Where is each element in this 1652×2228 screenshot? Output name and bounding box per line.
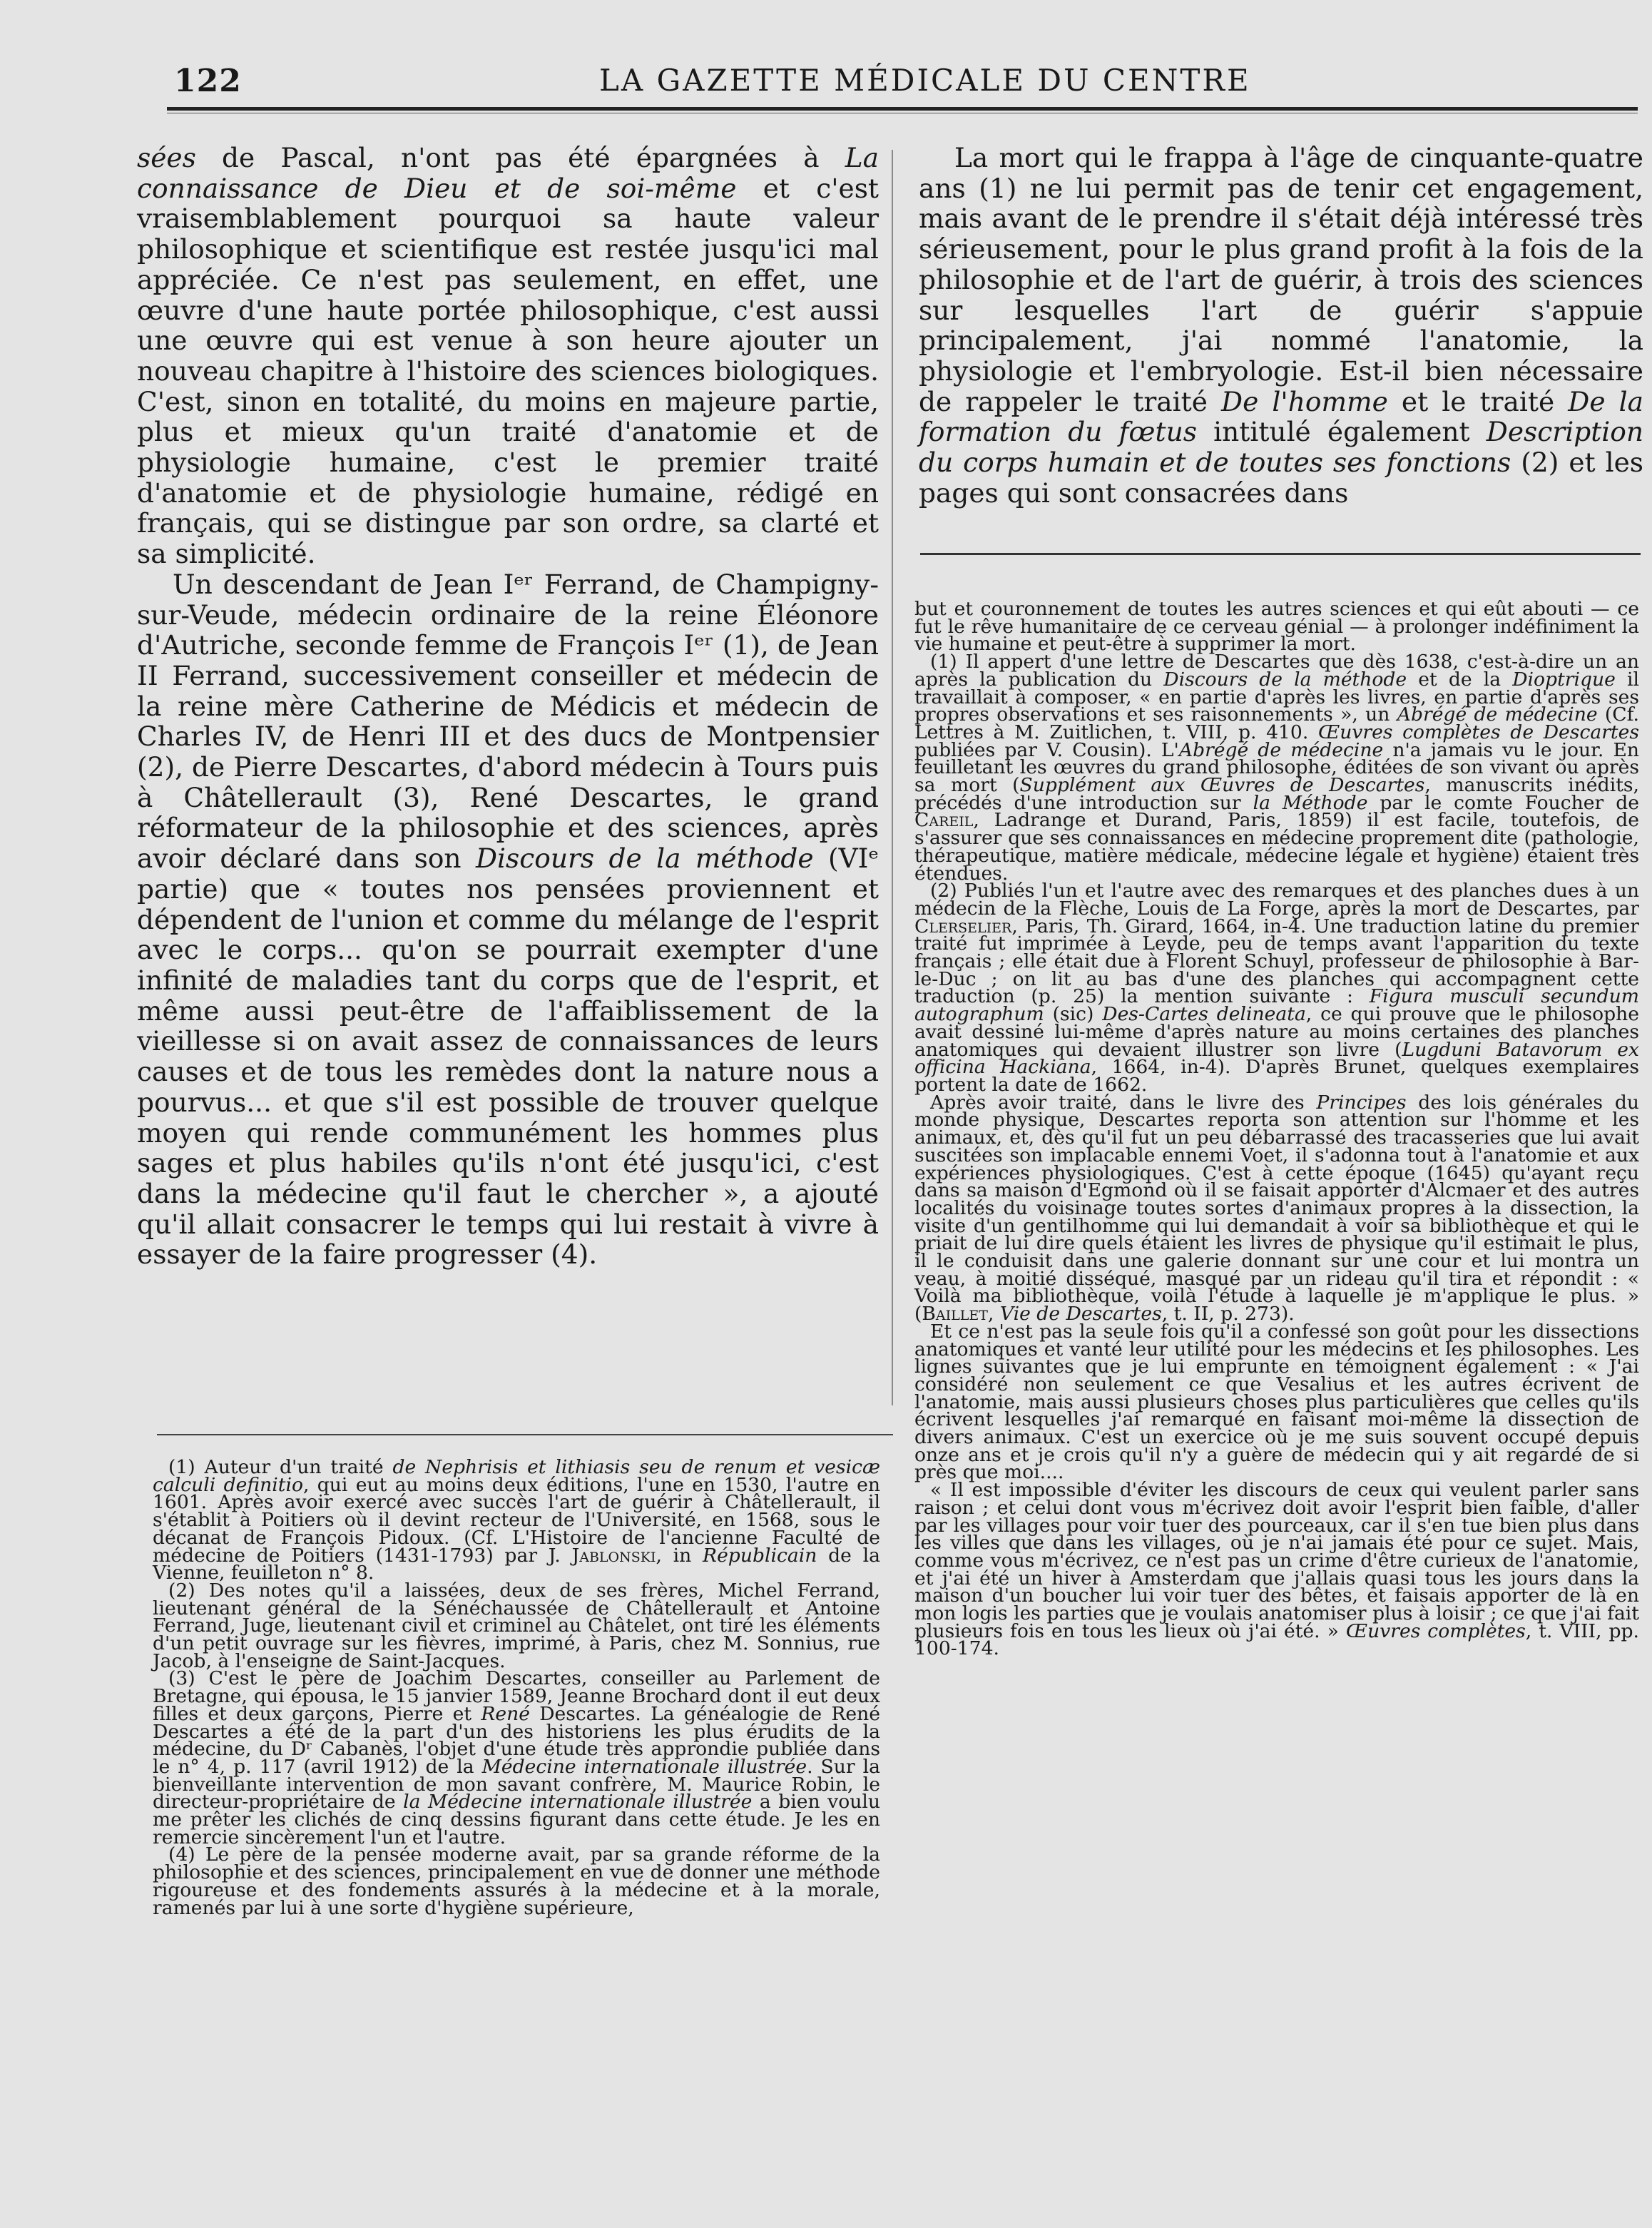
text-run: , — [987, 1303, 1000, 1326]
footnote-2 — [153, 1579, 880, 1672]
footnote-separator-right — [920, 553, 1641, 555]
header-rule — [167, 107, 1638, 111]
italic-text: Figura musculi secundum autographum — [914, 985, 1639, 1026]
text-run: et c'est vraisemblablement pourquoi sa haute valeur philosophique et scientifique est restée jusqu'ici mal appréciée. Ce n'est pas seulement, en effet, une œuvre d'une haute portée philosophique, c'est aussi une œuvre qui est venue à son heure ajouter un nouveau chapitre à l'histoire des sciences biologiques. C'est, sinon en totalité, du moins en majeure partie, plus et mieux qu'un traité d'anatomie et de physiologie humaine, c'est le premier traité d'anatomie et de physiologie humaine, rédigé en français, qui se distingue par son ordre, sa clarté et sa simplicité. — [137, 172, 879, 570]
italic-text: Supplément aux Œuvres de Descartes — [1019, 774, 1425, 797]
author-name: Careil — [914, 809, 974, 832]
paragraph — [137, 143, 879, 569]
footnotes-right-column — [914, 598, 1640, 1660]
footnote-2-right — [914, 882, 1639, 1094]
text-run: , t. II, p. 273). — [1161, 1303, 1295, 1326]
author-name: J. Jablonski — [548, 1544, 656, 1567]
italic-text: la Médecine internationale illustrée — [403, 1791, 753, 1814]
text-run: (Cf. Lettres à M. Zuitlichen, t. VIII, p. 410. — [914, 703, 1639, 743]
footnote-4 — [153, 1843, 880, 1919]
text-run: et de la — [1407, 668, 1513, 691]
italic-text: Lugduni Batavorum ex officina Hackiana — [914, 1038, 1639, 1079]
italic-text: Discours de la méthode — [475, 843, 814, 875]
italic-text: Médecine internationale illustrée — [481, 1755, 807, 1778]
text-run: par le comte Foucher de — [1367, 791, 1639, 814]
text-run: (3) C'est le père de Joachim Descartes, conseiller au Parlement de Bretagne, qui épousa, le 15 janvier 1589, Jeanne Brochard dont il eut deux filles et deux garçons, Pierre et — [153, 1667, 880, 1725]
text-run: (VIᵉ partie) que « toutes nos pensées proviennent et dépendent de l'union et comme du mélange de l'esprit avec le corps... qu'on se pourrait exempter d'une infinité de maladies tant du corps que de l'esprit, et même aussi peut-être de l'affaiblissement de la vieillesse si on avait assez de connaissances de leurs causes et de tous les remèdes dont la nature nous a pourvus... et que s'il est possible de trouver quelque moyen qui rende communément les hommes plus sages et plus habiles qu'ils n'ont été jusqu'ici, c'est dans la médecine qu'il faut le chercher », a ajouté qu'il allait consacrer le temps qui lui restait à vivre à essayer de la faire progresser (4). — [137, 843, 879, 1271]
text-run: (2) et les pages qui sont consacrées dans — [919, 447, 1644, 509]
footnote-separator-left — [157, 1434, 893, 1435]
text-run: publiées par V. Cousin). L' — [914, 738, 1179, 761]
text-run: (2) Publiés l'un et l'autre avec des remarques et des planches dues à un médecin de la Flèche, Louis de La Forge, après la mort de Descartes, par — [914, 880, 1639, 920]
text-run: Descartes. La généalogie de René Descartes a été de la part d'un des historiens les plus érudits de la médecine, du Dʳ Cabanès, l'objet d'une étude très approndie publiée dans le n° 4, p. 117 (avril 1912) de la — [153, 1702, 880, 1778]
text-run: , in — [656, 1544, 703, 1567]
text-run: (sic) — [1044, 1003, 1103, 1026]
italic-text: Discours de la méthode — [1163, 668, 1407, 691]
italic-text: Œuvres complètes — [1345, 1619, 1526, 1642]
italic-text: Dioptrique — [1512, 668, 1616, 691]
text-run: (1) Il appert d'une lettre de Descartes que dès 1638, c'est-à-dire un an après la publication du — [914, 651, 1639, 691]
text-run: , 1664, in-4). D'après Brunet, quelques exemplaires portent la date de 1662. — [914, 1056, 1639, 1096]
author-name: Baillet — [922, 1303, 988, 1326]
text-run: but et couronnement de toutes les autres sciences et qui eût abouti — ce fut le rêve humanitaire de ce cerveau génial — à prolonger indéfiniment la vie humaine et peut-être à supprimer la mort. — [914, 598, 1639, 656]
italic-text: sées — [137, 142, 196, 173]
text-run: et le traité — [1387, 385, 1569, 417]
footnotes-left-column — [153, 1456, 881, 1919]
page-number: 122 — [174, 63, 242, 99]
italic-text: Œuvres complètes de Descartes — [1317, 721, 1639, 743]
text-run: , t. VIII, pp. 100-174. — [914, 1619, 1639, 1660]
text-run: intitulé également — [1196, 416, 1487, 448]
text-run: Après avoir traité, dans le livre des — [930, 1091, 1317, 1114]
italic-text: de Nephrisis et lithiasis seu de renum et vesicæ calculi definitio — [153, 1456, 880, 1496]
text-run: « Il est impossible d'éviter les discours de ceux qui veulent parler sans raison ; et celui dont vous m'écrivez doit avoir l'esprit bien faible, d'aller par les villages pour voir tuer des pourceaux, car il s'en tue bien plus dans les villes que dans les villages, où je n'ai jamais été pour ce sujet. Mais, comme vous m'écrivez, ce n'est pas un crime d'être curieux de l'anatomie, et j'ai été un hiver à Amsterdam que j'allais quasi tous les jours dans la maison d'un boucher lui voir tuer des bêtes, et faisais apporter de là en mon logis les parties que je voulais anatomiser plus à loisir ; ce que j'ai fait plusieurs fois en tous les lieux où j'ai été. » — [914, 1479, 1639, 1642]
italic-text: De l'homme — [1221, 385, 1388, 417]
text-run: des lois générales du monde physique, Descartes reporta son attention sur l'homme et les animaux, et, dès qu'il fut un peu débarrassé des tracasseries que lui avait suscitées son implacable ennemi Voet, il s'adonna tout à l'anatomie et aux expériences physiologiques. C'est à cette époque (1645) qu'ayant reçu dans sa maison d'Egmond où il se faisait apporter d'Alcmaer et des autres localités du voisinage toutes sortes d'animaux propres à la dissection, la visite d'un gentilhomme qui lui demandait à voir sa bibliothèque et qui le priait de lui dire quels étaient les livres de physique qu'il estimait le plus, il le conduisit dans une galerie donnant sur une cour et lui montra un veau, à moitié disséqué, masqué par un rideau qu'il tira et répondit : « Voilà ma bibliothèque, voilà l'étude à laquelle je m'applique le plus. » ( — [914, 1091, 1639, 1326]
text-run: de Pascal, n'ont pas été épargnées à — [195, 142, 845, 173]
text-run: (4) Le père de la pensée moderne avait, par sa grande réforme de la philosophie et des sciences, principalement en vue de donner une méthode rigoureuse et des fondements assurés à la médecine et à la morale, ramenés par lui à une sorte d'hygiène supérieure, — [153, 1843, 880, 1919]
italic-text: Républicain — [703, 1544, 817, 1567]
paragraph — [919, 143, 1643, 508]
footnote-1 — [153, 1456, 881, 1584]
author-name: Clerselier — [914, 915, 1012, 937]
text-run: , manuscrits inédits, précédés d'une introduction sur — [914, 774, 1639, 814]
text-run: il travaillait à composer, « en partie d'après les livres, en partie d'après ses propres observations et ses raisonnements », un — [914, 668, 1639, 726]
italic-text: Abrégé de médecine — [1178, 738, 1384, 761]
column-divider — [892, 150, 893, 1405]
italic-text: Abrégé de médecine — [1397, 703, 1598, 726]
text-run: , qui eut au moins deux éditions, l'une en 1530, l'autre en 1601. Après avoir exercé avec succès l'art de guérir à Châtellerault, il s'établit à Poitiers où il devint recteur de l'Université, en 1568, sous le décanat de François Pidoux. (Cf. L'Histoire de l'ancienne Faculté de médecine de Poitiers (1431-1793) par — [153, 1473, 881, 1567]
italic-text: Vie de Descartes — [999, 1303, 1162, 1326]
text-run: (2) Des notes qu'il a laissées, deux de ses frères, Michel Ferrand, lieutenant général de la Sénéchaussée de Châtellerault et Antoine Ferrand, Juge, lieutenant civil et criminel au Châtelet, ont tiré les éléments d'un petit ouvrage sur les fièvres, imprimé, à Paris, chez M. Sonnius, rue Jacob, à l'enseigne de Saint-Jacques. — [153, 1579, 880, 1672]
italic-text: la Méthode — [1253, 791, 1368, 814]
footnote-4-continued — [914, 598, 1639, 656]
text-run: (1) Auteur d'un traité — [168, 1456, 393, 1478]
italic-text: La connaissance de Dieu et de soi-même — [137, 142, 879, 204]
italic-text: Principes — [1316, 1091, 1407, 1114]
text-run: . Sur la bienveillante intervention de mon savant confrère, M. Maurice Robin, le directeur-propriétaire de — [153, 1755, 881, 1814]
italic-text: René — [481, 1702, 530, 1725]
text-run: Un descendant de Jean Iᵉʳ Ferrand, de Champigny-sur-Veude, médecin ordinaire de la reine Éléonore d'Autriche, seconde femme de François Iᵉʳ (1), de Jean II Ferrand, successivement conseiller et médecin de la reine mère Catherine de Médicis et médecin de Charles IV, de Henri III et des ducs de Montpensier (2), de Pierre Descartes, d'abord médecin à Tours puis à Châtellerault (3), René Descartes, le grand réformateur de la philosophie et des sciences, après avoir déclaré dans son — [137, 568, 879, 875]
text-run: Et ce n'est pas la seule fois qu'il a confessé son goût pour les dissections anatomiques et vanté leur utilité pour les médecins et les philosophes. Les lignes suivantes que je lui emprunte en témoignent également : « J'ai considéré non seulement ce que Vesalius et les autres écrivent de l'anatomie, mais aussi plusieurs choses plus particulières que celles qu'ils écrivent lesquelles j'ai remarqué en faisant moi-même la dissection de divers animaux. C'est un exercice où je me suis souvent occupé depuis onze ans et je crois qu'il n'y a guère de médecin qui y ait regardé de si près que moi.... — [914, 1320, 1639, 1484]
text-run: , Paris, Th. Girard, 1664, in-4. Une traduction latine du premier traité fut imprimée à Leyde, peu de temps avant l'apparition du texte français ; elle était due à Florent Schuyl, professeur de philosophie à Bar-le-Duc ; on lit au bas d'une des planches qui accompagnent cette traduction (p. 25) la mention suivante : — [914, 915, 1639, 1008]
main-text-left-column — [137, 143, 879, 1270]
footnote-2-right-para-3 — [914, 1320, 1639, 1484]
italic-text: Des-Cartes delineata — [1102, 1003, 1306, 1026]
text-run: La mort qui le frappa à l'âge de cinquante-quatre ans (1) ne lui permit pas de tenir cet engagement, mais avant de le prendre il s'était déjà intéressé très sérieusement, pour le plus grand profit à la fois de la philosophie et de l'art de guérir, à trois des sciences sur lesquelles l'art de guérir s'appuie principalement, j'ai nommé l'anatomie, la physiologie et l'embryologie. Est-il bien nécessaire de rappeler le traité — [919, 142, 1643, 417]
text-run: n'a jamais vu le jour. En feuilletant les œuvres du grand philosophe, éditées de son vivant ou après sa mort ( — [914, 738, 1640, 797]
text-run: , ce qui prouve que le philosophe avait dessiné lui-même d'après nature au moins certaines des planches anatomiques qui devaient illustrer son livre ( — [914, 1003, 1639, 1061]
footnote-1-right — [914, 651, 1640, 885]
footnote-2-right-para-2 — [914, 1091, 1639, 1326]
italic-text: De la formation du fœtus — [919, 385, 1643, 448]
main-text-right-column — [919, 143, 1643, 508]
journal-title: LA GAZETTE MÉDICALE DU CENTRE — [599, 63, 1251, 98]
footnote-2-right-para-4 — [914, 1479, 1639, 1660]
text-run: de la Vienne, feuilleton n° 8. — [153, 1544, 881, 1584]
text-run: , Ladrange et Durand, Paris, 1859) il est facile, toutefois, de s'assurer que ses connaissances en médecine proprement dite (pathologie, thérapeutique, matière médicale, médecine légale et hygiène) étaient très étendues. — [914, 809, 1639, 885]
paragraph — [137, 569, 879, 1270]
italic-text: Description du corps humain et de toutes ses fonctions — [919, 416, 1644, 479]
page-header — [0, 63, 1652, 106]
footnote-3 — [153, 1667, 881, 1848]
text-run: a bien voulu me prêter les clichés de cinq dessins figurant dans cette étude. Je les en remercie sincèrement l'un et l'autre. — [153, 1791, 880, 1848]
